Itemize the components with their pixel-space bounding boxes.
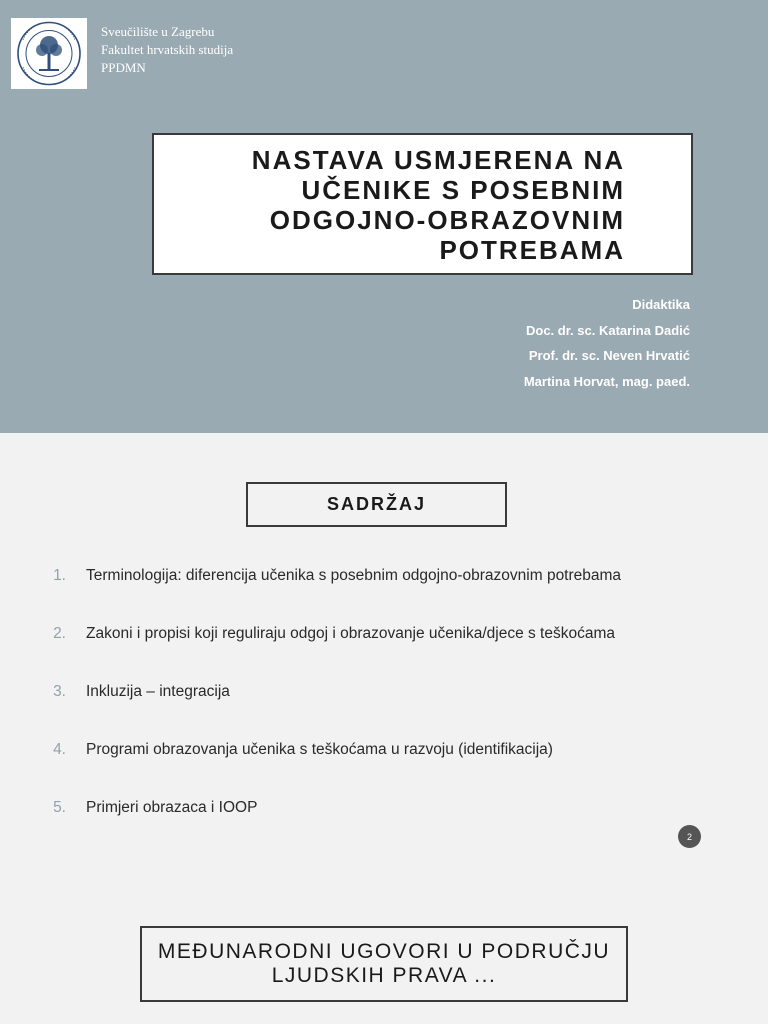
list-item-text: Terminologija: diferencija učenika s posebnim odgojno-obrazovnim potrebama (86, 567, 622, 584)
list-item-number: 4. (53, 741, 66, 758)
title-line: NASTAVA USMJERENA NA (251, 145, 625, 175)
title-line: POTREBAMA (439, 235, 625, 265)
title-line: ODGOJNO-OBRAZOVNIM (269, 205, 625, 235)
course-name: Didaktika (632, 297, 690, 312)
authors-block (524, 292, 690, 394)
institution-faculty: Fakultet hrvatskih studija (101, 42, 234, 57)
list-item (0, 681, 768, 703)
next-slide-title-box (140, 926, 628, 1002)
title-slide (0, 0, 768, 433)
list-item (0, 739, 768, 761)
list-item-text: Inkluzija – integracija (86, 683, 230, 700)
list-item-number: 2. (53, 625, 66, 642)
author-name: Prof. dr. sc. Neven Hrvatić (528, 348, 690, 363)
author-name: Doc. dr. sc. Katarina Dadić (525, 322, 690, 338)
list-item-text: Programi obrazovanja učenika s teškoćama u razvoju (identifikacija) (86, 741, 553, 758)
title-line: MEĐUNARODNI UGOVORI U PODRUČJU (157, 940, 611, 963)
author-name: Martina Horvat, mag. paed. (523, 373, 690, 389)
list-item-number: 5. (53, 799, 66, 816)
list-item (0, 797, 768, 819)
institution-program: PPDMN (101, 60, 146, 75)
contents-heading: SADRŽAJ (246, 482, 507, 527)
list-item-text: Primjeri obrazaca i IOOP (86, 799, 258, 816)
university-seal-logo (11, 18, 87, 89)
list-item (0, 623, 768, 645)
list-item (0, 565, 768, 587)
presentation-title (252, 145, 625, 265)
list-item-number: 1. (53, 567, 66, 584)
title-line: UČENIKE S POSEBNIM (301, 175, 625, 205)
contents-slide (0, 433, 768, 873)
institution-university: Sveučilište u Zagrebu (101, 24, 215, 39)
title-line: LJUDSKIH PRAVA ... (271, 964, 497, 987)
list-item-text: Zakoni i propisi koji reguliraju odgoj i obrazovanje učenika/djece s teškoćama (86, 625, 616, 642)
institution-block (101, 23, 233, 77)
list-item-number: 3. (53, 683, 66, 700)
page-number-badge: 2 (678, 825, 701, 848)
title-box (152, 133, 693, 275)
